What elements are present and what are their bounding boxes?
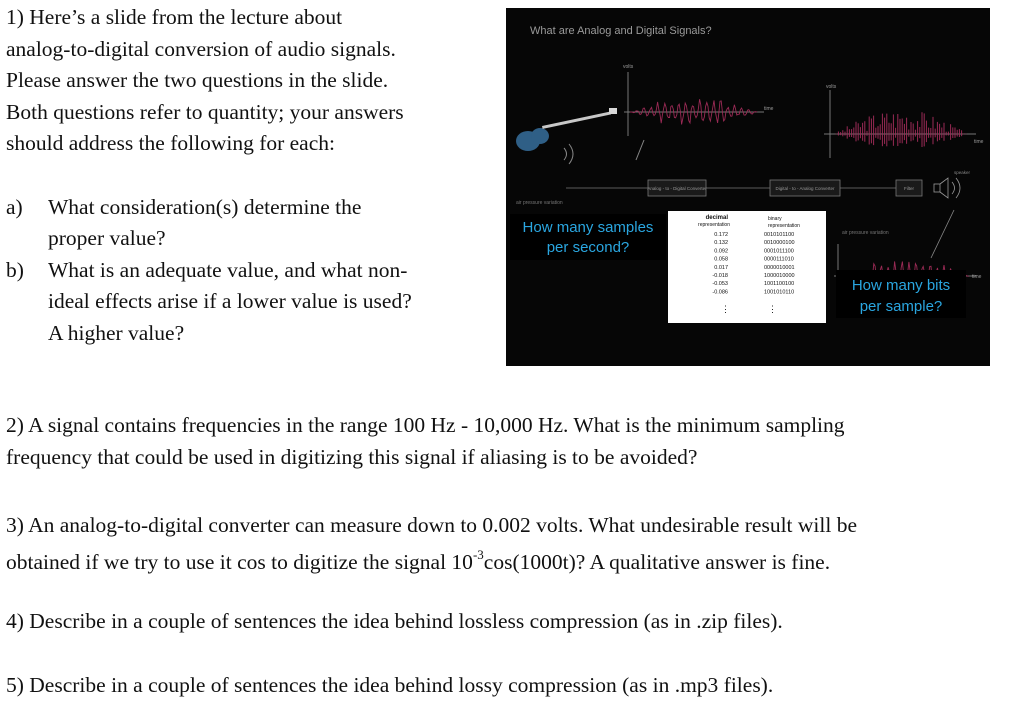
decimal-value: 0.132 xyxy=(714,240,728,247)
question-3-exponent: -3 xyxy=(472,547,484,562)
list-item-line: proper value? xyxy=(48,226,166,250)
output-signal-plot xyxy=(824,84,984,158)
input-signal-plot xyxy=(623,64,774,136)
dac-label: Digital - to - Analog Converter xyxy=(775,186,835,191)
bits-question-line: per sample? xyxy=(859,298,943,315)
question-3-text: obtained if we try to use it cos to digitize the signal 10 xyxy=(6,550,473,574)
binary-value: 0010000100 xyxy=(764,240,795,247)
question-3 xyxy=(6,507,1006,581)
samples-question-line: per second? xyxy=(546,239,630,256)
adc-label: Analog - to - Digital Converter xyxy=(647,186,707,191)
list-item-line: What consideration(s) determine the xyxy=(48,194,362,219)
decimal-value: 0.017 xyxy=(714,264,728,271)
representation-table xyxy=(668,211,826,323)
question-1 xyxy=(6,2,486,349)
speaker-icon xyxy=(934,178,960,198)
decimal-value: -0.018 xyxy=(712,273,728,279)
decimal-value: 0.092 xyxy=(714,248,728,255)
arrow-line xyxy=(636,140,644,160)
list-marker: b) xyxy=(6,257,24,282)
question-2-line: 2) A signal contains frequencies in the range 100 Hz - 10,000 Hz. What is the minimum sampling xyxy=(6,413,845,437)
ellipsis-vertical: ⋮ xyxy=(721,304,730,314)
question-3-line xyxy=(6,544,1006,581)
time-label: time xyxy=(764,106,774,112)
decimal-value: 0.058 xyxy=(714,256,728,263)
time-label: time xyxy=(974,139,984,145)
decimal-value: -0.086 xyxy=(712,289,728,296)
question-2 xyxy=(6,410,1006,473)
binary-value: 0001011100 xyxy=(764,248,794,255)
output-signal xyxy=(834,112,966,147)
decimal-header-sub: representation xyxy=(698,222,730,228)
question-1-line: Both questions refer to quantity; your answers xyxy=(6,99,404,124)
list-item-b xyxy=(6,255,486,350)
binary-value: 0000010001 xyxy=(764,264,795,271)
list-marker: a) xyxy=(6,194,23,219)
volts-label: volts xyxy=(826,84,837,90)
question-1-line: 1) Here’s a slide from the lecture about xyxy=(6,5,343,29)
decimal-header: decimal xyxy=(705,215,728,221)
decimal-value: -0.053 xyxy=(712,281,728,288)
binary-value: 1001010110 xyxy=(764,289,795,296)
binary-value: 0010101100 xyxy=(764,232,795,238)
arrow-line xyxy=(931,210,954,258)
binary-header-sub: representation xyxy=(768,223,800,229)
filter-label: Filter xyxy=(904,186,914,191)
air-pressure-label: air pressure variation xyxy=(842,230,889,236)
list-item-line: ideal effects arise if a lower value is used? xyxy=(48,289,412,313)
slide-diagram xyxy=(506,8,990,366)
list-item-a xyxy=(6,192,486,255)
question-1-line: Please answer the two questions in the slide. xyxy=(6,68,389,92)
slide-title: What are Analog and Digital Signals? xyxy=(530,25,712,37)
binary-value: 1001100100 xyxy=(764,281,795,288)
list-item-line: A higher value? xyxy=(48,320,185,345)
decimal-value: 0.172 xyxy=(714,232,728,238)
guitar-icon xyxy=(516,108,617,151)
list-item-line: What is an adequate value, and what non- xyxy=(48,257,408,282)
question-5: 5) Describe in a couple of sentences the idea behind lossy compression (as in .mp3 files). xyxy=(6,673,774,697)
question-1-line: should address the following for each: xyxy=(6,131,335,155)
ellipsis-vertical: ⋮ xyxy=(768,304,777,314)
binary-value: 0000111010 xyxy=(764,256,794,263)
binary-header: binary xyxy=(768,216,782,222)
question-1-list xyxy=(6,192,486,350)
question-3-text: cos(1000t)? A qualitative answer is fine. xyxy=(483,550,831,574)
question-3-line: 3) An analog-to-digital converter can measure down to 0.002 volts. What undesirable result will be xyxy=(6,513,858,537)
samples-question-line: How many samples xyxy=(522,219,654,236)
time-label: time xyxy=(972,274,982,280)
question-4: 4) Describe in a couple of sentences the idea behind lossless compression (as in .zip files). xyxy=(6,609,783,633)
lecture-slide xyxy=(506,8,990,366)
bits-question-line: How many bits xyxy=(851,277,951,294)
volts-label: volts xyxy=(623,64,634,70)
speaker-label: speaker xyxy=(954,170,971,175)
binary-value: 1000010000 xyxy=(764,273,795,279)
air-pressure-label: air pressure variation xyxy=(516,200,563,206)
question-1-line: analog-to-digital conversion of audio signals. xyxy=(6,36,396,61)
sound-wave-icon xyxy=(564,144,573,164)
question-2-line: frequency that could be used in digitizing this signal if aliasing is to be avoided? xyxy=(6,444,698,469)
